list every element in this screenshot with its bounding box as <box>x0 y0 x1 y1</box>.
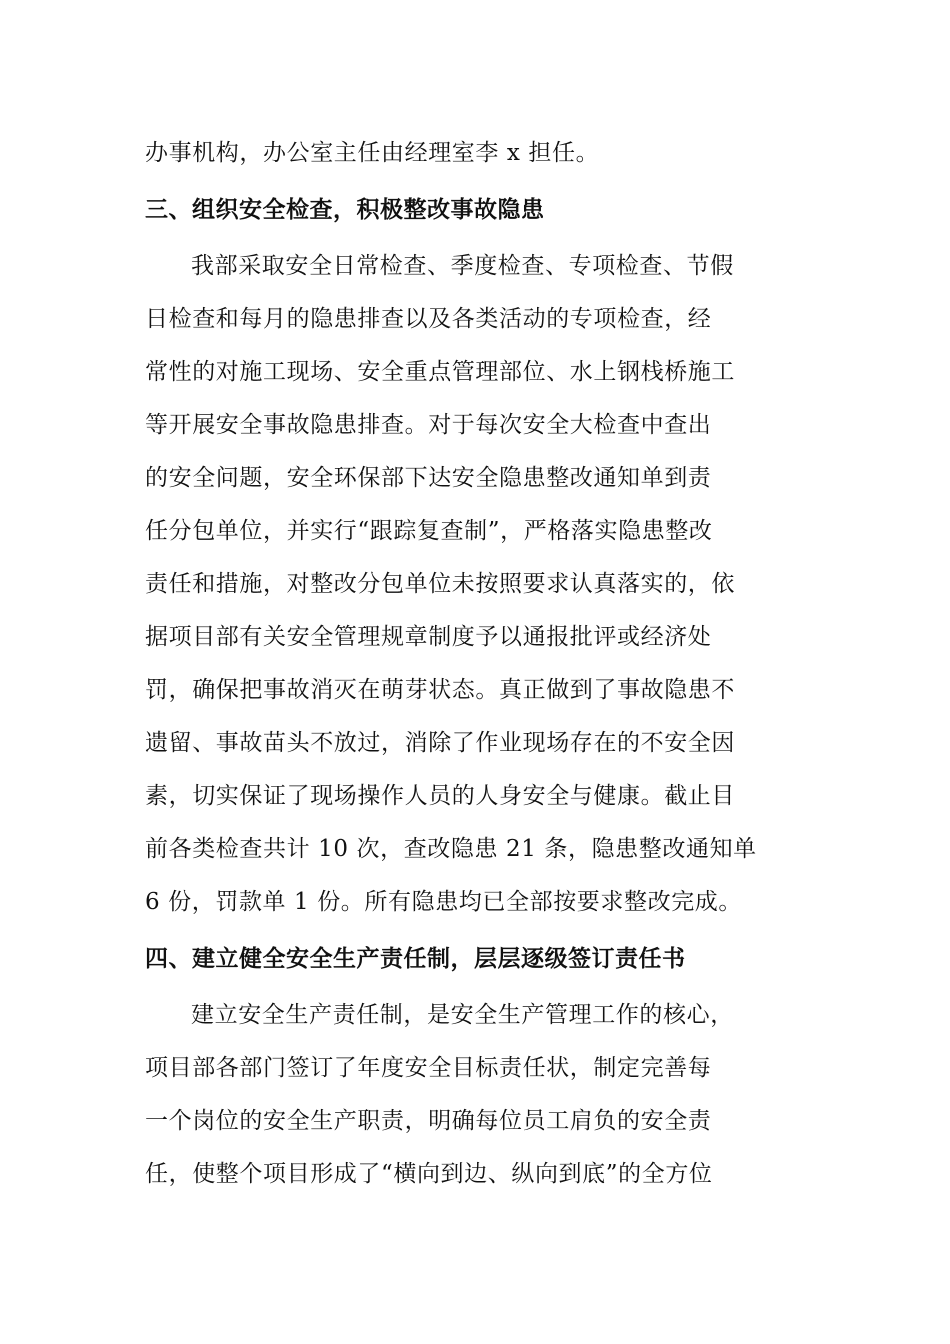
paragraph-line: 前各类检查共计 10 次，查改隐患 21 条，隐患整改通知单 <box>145 836 757 862</box>
paragraph-line: 办事机构，办公室主任由经理室李 x 担任。 <box>145 140 600 166</box>
paragraph-line: 任分包单位，并实行“跟踪复查制”，严格落实隐患整改 <box>145 518 713 544</box>
section-heading-4: 四、建立健全安全生产责任制，层层逐级签订责任书 <box>145 945 686 972</box>
paragraph-line: 我部采取安全日常检查、季度检查、专项检查、节假 <box>191 253 734 279</box>
paragraph-line: 项目部各部门签订了年度安全目标责任状，制定完善每 <box>145 1055 712 1081</box>
paragraph-line: 6 份，罚款单 1 份。所有隐患均已全部按要求整改完成。 <box>145 889 742 915</box>
section-3-paragraph <box>145 240 765 929</box>
paragraph-line: 据项目部有关安全管理规章制度予以通报批评或经济处 <box>145 624 712 650</box>
paragraph-line: 遗留、事故苗头不放过，消除了作业现场存在的不安全因 <box>145 730 735 756</box>
paragraph-line: 素，切实保证了现场操作人员的人身安全与健康。截止目 <box>145 783 735 809</box>
paragraph-line: 常性的对施工现场、安全重点管理部位、水上钢栈桥施工 <box>145 359 735 385</box>
paragraph-line: 等开展安全事故隐患排查。对于每次安全大检查中查出 <box>145 412 712 438</box>
paragraph-line: 责任和措施，对整改分包单位未按照要求认真落实的，依 <box>145 571 735 597</box>
paragraph-line: 一个岗位的安全生产职责，明确每位员工肩负的安全责 <box>145 1108 712 1134</box>
document-page <box>145 127 765 1201</box>
section-heading-3: 三、组织安全检查，积极整改事故隐患 <box>145 196 545 223</box>
paragraph-line: 建立安全生产责任制，是安全生产管理工作的核心， <box>191 1002 734 1028</box>
paragraph-line: 的安全问题，安全环保部下达安全隐患整改通知单到责 <box>145 465 712 491</box>
paragraph-line: 罚，确保把事故消灭在萌芽状态。真正做到了事故隐患不 <box>145 677 735 703</box>
paragraph-line: 日检查和每月的隐患排查以及各类活动的专项检查，经 <box>145 306 712 332</box>
paragraph-line: 任，使整个项目形成了“横向到边、纵向到底”的全方位 <box>145 1161 713 1187</box>
section-4-paragraph <box>145 989 765 1201</box>
